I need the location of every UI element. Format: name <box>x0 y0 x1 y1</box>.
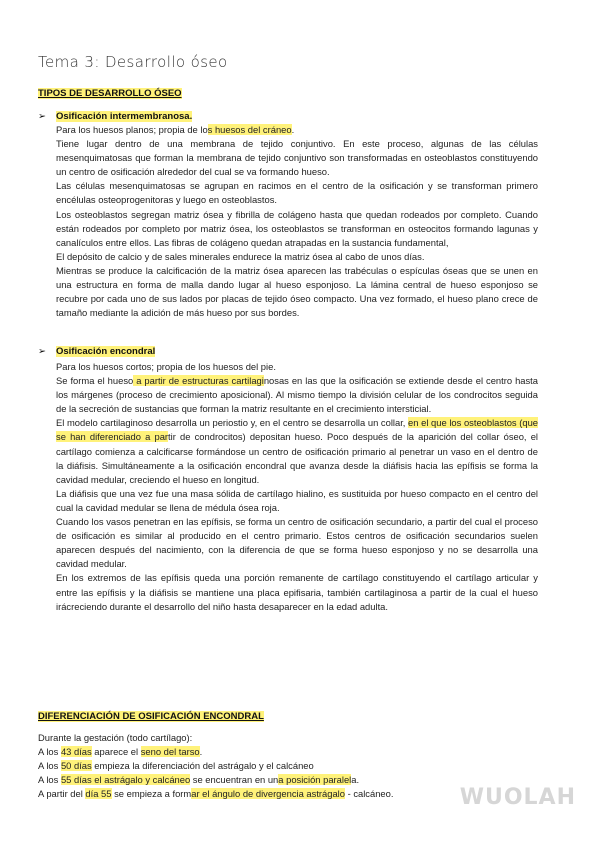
text-run: Se forma el hueso <box>56 375 134 387</box>
watermark-logo: WUOLAH <box>459 785 576 810</box>
text-run: A los <box>38 746 61 757</box>
highlight-run: a partir de estructuras cartilagi <box>133 375 264 387</box>
encondral-body <box>56 360 538 614</box>
paragraph: Los osteoblastos segregan matriz ósea y fibrilla de colágeno hasta que quedan rodeados por completo. Cuando están rodeados por completo por matriz ósea, los osteoblastos se transforman en osteocitos formando lagunas y canalículos entre ellos. Las fibras de colágeno quedan atrapadas en la sustancia fundamental, <box>56 208 538 248</box>
intermembranosa-body <box>56 123 538 320</box>
text-run: - calcáneo. <box>344 788 394 799</box>
paragraph: Mientras se produce la calcificación de la matriz ósea aparecen las trabéculas o espículas óseas que se unen en una estructura en forma de malla dando lugar al hueso esponjoso. La lámina central de hueso esponjoso se recubre por cada uno de sus lados por placas de tejido óseo compacto. Una vez formado, el hueso plano crece de tamaño mediante la adición de más hueso por sus bordes. <box>56 264 538 319</box>
highlight-run: 43 días <box>60 746 92 757</box>
bullet-heading: Osificación encondral <box>56 346 156 357</box>
paragraph: Para los huesos cortos; propia de los huesos del pie. <box>56 361 276 372</box>
intro-line: Durante la gestación (todo cartílago): <box>38 732 193 743</box>
text-run: A los <box>38 774 61 785</box>
timeline-line <box>38 759 538 773</box>
highlight-run: día 55 <box>85 788 112 799</box>
section-heading-diferenciacion <box>38 711 264 722</box>
text-run: A partir del <box>38 788 86 799</box>
text-run: El modelo cartilaginoso desarrolla un periostio y, en el centro se desarrolla un collar, <box>56 417 409 429</box>
bullet-intermembranosa <box>38 111 192 122</box>
highlight-run: en el que los osteoblastos (que se han diferenciado a par <box>56 417 538 443</box>
paragraph: Cuando los vasos penetran en las epífisis, se forma un centro de osificación secundario, a partir del cual el proceso de osificación es similar al producido en el centro primario. Estos centros de osificación secundarios suelen aparecen después del nacimiento, con la diferencia de que se forma hueso esponjoso y no se desarrolla una cavidad medular. <box>56 516 538 570</box>
paragraph <box>56 374 538 416</box>
arrow-bullet-icon: ➢ <box>38 111 46 122</box>
text-run: Para los huesos planos; propia de lo <box>56 124 208 135</box>
text-run: nosas en las que la osificación se extiende desde el centro hasta los márgenes (proceso de crecimiento aposicional). Al mismo tiempo la división celular de los condrocitos seguida de la secreción de sustancias que forman la matriz resultante en el crecimiento intersticial. <box>56 375 538 415</box>
highlight-run: s huesos del cráneo <box>207 124 292 135</box>
highlight-run: 55 días el astrágalo y calcáneo <box>60 774 191 785</box>
text-run: se encuentran en un <box>190 774 279 785</box>
text-run: tir de condrocitos) depositan hueso. Poco después de la aparición del collar óseo, el cartílago comienza a calcificarse formándose un centro de osificación primario al penetrar un vaso en el dentro de la diáfisis. Simultáneamente a la osificación encondral que avanza desde la diáfisis hacia las epífisis se forma la cavidad medular, creciendo el hueso en longitud. <box>56 431 538 485</box>
timeline-line <box>38 745 538 759</box>
page-title: Tema 3: Desarrollo óseo <box>38 53 228 71</box>
section-heading-tipos <box>38 88 182 99</box>
highlight-run: ar el ángulo de divergencia astrágalo <box>191 788 345 799</box>
text-run: a. <box>351 774 360 785</box>
section-heading-text: DIFERENCIACIÓN DE OSIFICACIÓN ENCONDRAL <box>38 711 264 722</box>
paragraph <box>56 123 538 137</box>
text-run: . <box>291 124 295 135</box>
highlight-run: a posición paralel <box>278 774 352 785</box>
highlight-run: 50 días <box>60 760 92 771</box>
bullet-encondral <box>38 346 155 357</box>
bullet-heading: Osificación intermembranosa. <box>56 111 193 122</box>
arrow-bullet-icon: ➢ <box>38 346 46 357</box>
paragraph: La diáfisis que una vez fue una masa sólida de cartílago hialino, es sustituida por hueso compacto en el centro del cual la cavidad medular se llena de médula ósea roja. <box>56 487 538 513</box>
paragraph: En los extremos de las epífisis queda una porción remanente de cartílago constituyendo el cartílago articular y entre las epífisis y la diáfisis se mantiene una placa epifisaria, también cartilaginosa a partir de la cual el hueso irácreciendo durante el desarrollo del niño hasta desaparecer en la edad adulta. <box>56 572 538 612</box>
text-run: A los <box>38 760 61 771</box>
text-run: . <box>199 746 203 757</box>
paragraph: Tiene lugar dentro de una membrana de tejido conjuntivo. En este proceso, algunas de las células mesenquimatosas que forman la membrana de tejido conjuntivo son transformadas en osteoblastos constituyendo un centro de osificación alrededor del cual se va formando hueso. <box>56 138 538 178</box>
text-run: empieza la diferenciación del astrágalo y el calcáneo <box>91 760 314 771</box>
section-heading-text: TIPOS DE DESARROLLO ÓSEO <box>38 88 182 99</box>
text-run: se empieza a form <box>111 788 192 799</box>
paragraph: Las células mesenquimatosas se agrupan en racimos en el centro de la osificación y se transforman primero encélulas osteoprogenitoras y luego en osteoblastos. <box>56 180 538 206</box>
paragraph <box>56 416 538 486</box>
paragraph: El depósito de calcio y de sales minerales endurece la matriz ósea al cabo de unos días. <box>56 250 425 262</box>
text-run: aparece el <box>91 746 141 757</box>
highlight-run: seno del tarso <box>140 746 200 757</box>
